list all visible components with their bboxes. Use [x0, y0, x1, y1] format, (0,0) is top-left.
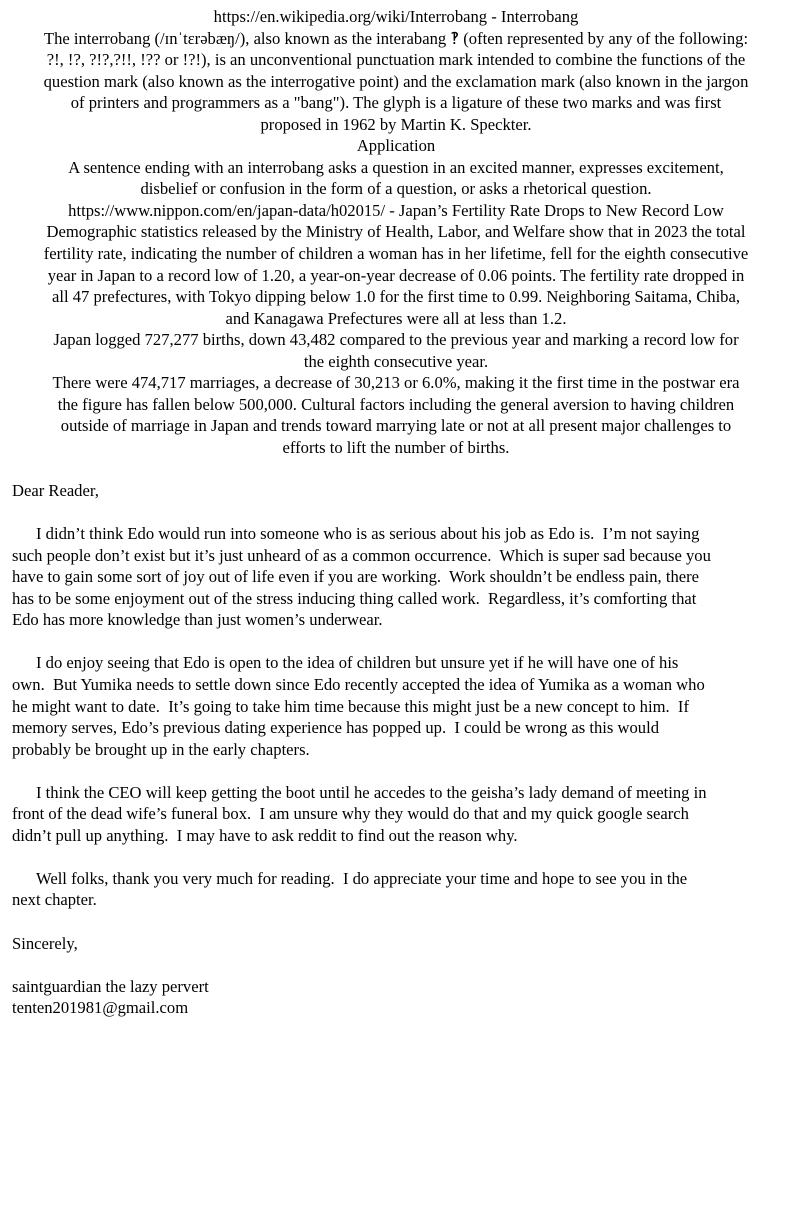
signature-name: saintguardian the lazy pervert	[12, 976, 209, 996]
reference-line: and Kanagawa Prefectures were all at less than 1.2.	[225, 308, 567, 328]
reference-line: efforts to lift the number of births.	[282, 437, 510, 457]
reference-line: disbelief or confusion in the form of a question, or asks a rhetorical question.	[140, 179, 652, 199]
reference-line: fertility rate, indicating the number of children a woman has in her lifetime, fell for the eighth consecutive	[43, 244, 749, 264]
reference-line: the figure has fallen below 500,000. Cultural factors including the general aversion to having children	[57, 394, 735, 414]
paragraph-line: Edo has more knowledge than just women’s underwear.	[12, 610, 383, 630]
signature-block	[12, 976, 780, 1019]
application-heading: Application	[356, 136, 436, 156]
paragraph-line: has to be some enjoyment out of the stress inducing thing called work. Regardless, it’s comforting that	[12, 588, 697, 608]
paragraph-line: next chapter.	[12, 890, 97, 910]
letter-paragraph-4	[12, 868, 780, 911]
paragraph-line: I think the CEO will keep getting the boot until he accedes to the geisha’s lady demand of meeting in	[36, 782, 707, 802]
paragraph-line: didn’t pull up anything. I may have to ask reddit to find out the reason why.	[12, 825, 518, 845]
reference-line: question mark (also known as the interrogative point) and the exclamation mark (also known in the jargon	[43, 71, 749, 91]
paragraph-line: Well folks, thank you very much for reading. I do appreciate your time and hope to see you in the	[36, 868, 688, 888]
reference-line: of printers and programmers as a "bang"). The glyph is a ligature of these two marks and was first	[70, 93, 722, 113]
reader-letter	[0, 480, 792, 1019]
paragraph-line: I didn’t think Edo would run into someone who is as serious about his job as Edo is. I’m not saying	[36, 524, 700, 544]
paragraph-line: memory serves, Edo’s previous dating experience has popped up. I could be wrong as this would	[12, 718, 660, 738]
paragraph-line: such people don’t exist but it’s just unheard of as a common occurrence. Which is super sad because you	[12, 545, 711, 565]
reference-notes-block	[0, 0, 792, 458]
paragraph-line: have to gain some sort of joy out of life even if you are working. Work shouldn’t be endless pain, there	[12, 567, 699, 587]
paragraph-line: own. But Yumika needs to settle down since Edo recently accepted the idea of Yumika as a woman who	[12, 674, 705, 694]
letter-paragraph-2	[12, 652, 780, 760]
reference-line: the eighth consecutive year.	[303, 351, 489, 371]
reference-line: year in Japan to a record low of 1.20, a year-on-year decrease of 0.06 points. The fertility rate dropped in	[47, 265, 745, 285]
reference-line: outside of marriage in Japan and trends toward marrying late or not at all present major challenges to	[60, 416, 732, 436]
closing: Sincerely,	[12, 933, 78, 953]
paragraph-line: I do enjoy seeing that Edo is open to the idea of children but unsure yet if he will have one of his	[36, 653, 679, 673]
paragraph-line: front of the dead wife’s funeral box. I am unsure why they would do that and my quick google search	[12, 804, 689, 824]
reference-line: Japan logged 727,277 births, down 43,482 compared to the previous year and marking a record low for	[53, 330, 739, 350]
paragraph-line: he might want to date. It’s going to take him time because this might just be a new concept to him. If	[12, 696, 689, 716]
letter-paragraph-1	[12, 523, 780, 631]
reference-line: Demographic statistics released by the Ministry of Health, Labor, and Welfare show that in 2023 the total	[46, 222, 746, 242]
paragraph-line: probably be brought up in the early chapters.	[12, 739, 310, 759]
letter-paragraph-3	[12, 782, 780, 847]
salutation: Dear Reader,	[12, 481, 99, 501]
reference-line: ?!, !?, ?!?,?!!, !?? or !?!), is an unconventional punctuation mark intended to combine the functions of the	[46, 50, 746, 70]
reference-line: A sentence ending with an interrobang asks a question in an excited manner, expresses excitement,	[68, 157, 724, 177]
signature-email: tenten201981@gmail.com	[12, 998, 189, 1018]
reference-line: proposed in 1962 by Martin K. Speckter.	[260, 114, 532, 134]
reference-line: The interrobang (/ɪnˈtɛrəbæŋ/), also known as the interabang ‽ (often represented by any of the following:	[43, 28, 749, 48]
interrobang-url-line: https://en.wikipedia.org/wiki/Interrobang - Interrobang	[213, 7, 579, 26]
reference-line: all 47 prefectures, with Tokyo dipping below 1.0 for the first time to 0.99. Neighboring Saitama, Chiba,	[52, 287, 740, 307]
reference-line: There were 474,717 marriages, a decrease of 30,213 or 6.0%, making it the first time in the postwar era	[52, 373, 740, 393]
fertility-url-line: https://www.nippon.com/en/japan-data/h02015/ - Japan’s Fertility Rate Drops to New Record Low	[68, 200, 724, 220]
